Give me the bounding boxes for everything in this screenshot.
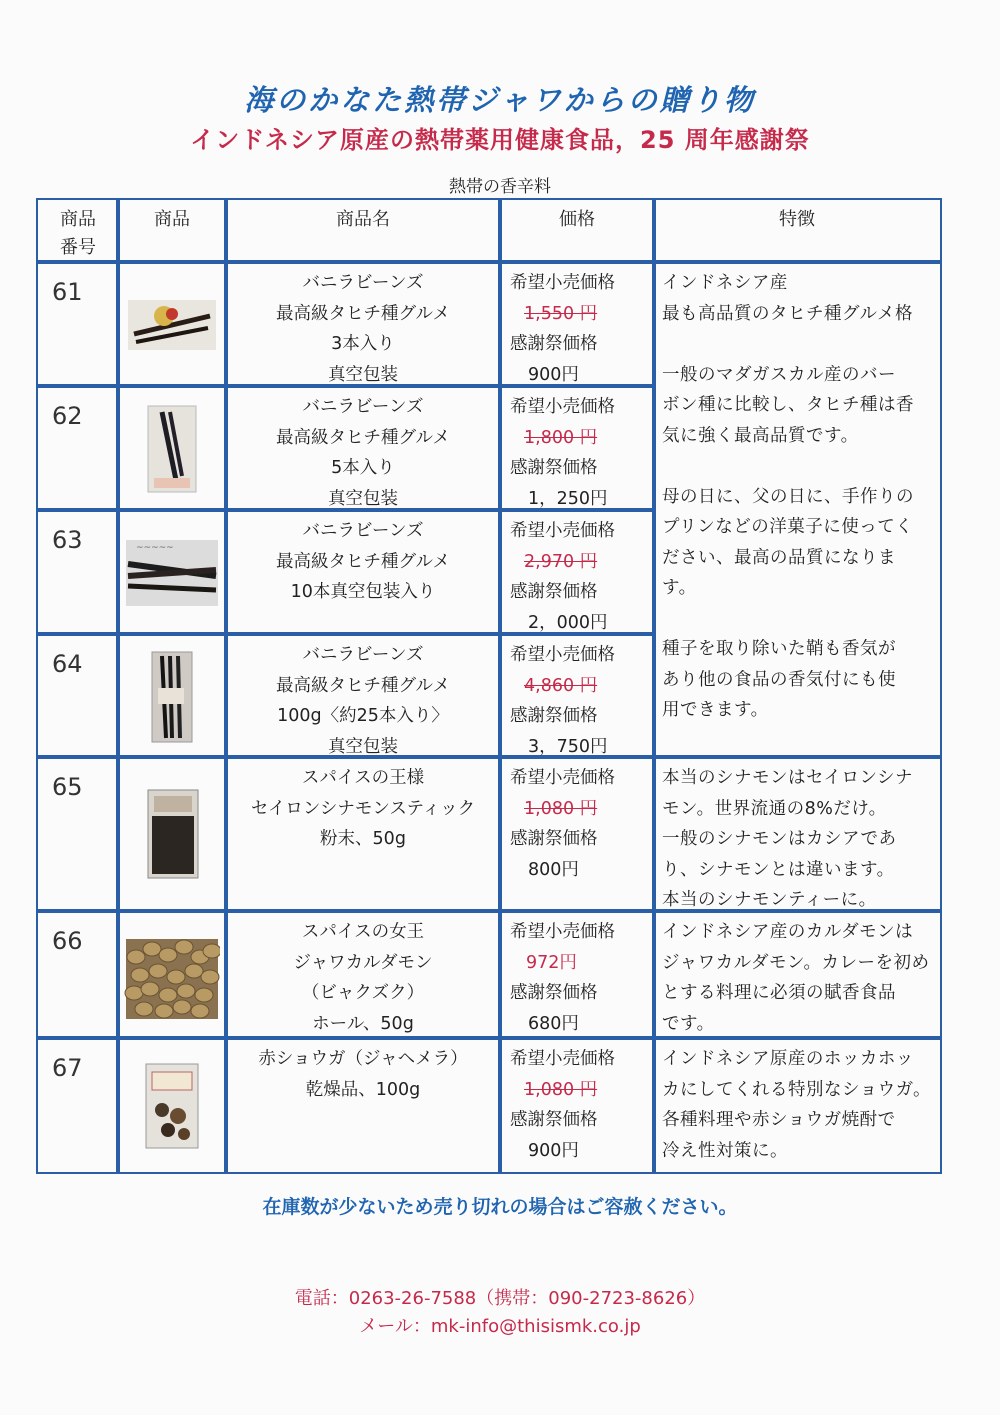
list-price-label: 希望小売価格	[510, 768, 615, 788]
feature-line: 母の日に、父の日に、手作りの	[662, 486, 914, 507]
product-name-line: 100g〈約25本入り〉	[277, 706, 449, 726]
product-number: 64	[36, 634, 120, 757]
feature-line: インドネシア産のカルダモンは	[662, 922, 914, 942]
sale-price-label: 感謝祭価格	[510, 983, 598, 1003]
feature-line: 本当のシナモンはセイロンシナ	[662, 768, 914, 788]
vanilla-b-photo-icon	[124, 400, 220, 496]
feature-line: 本当のシナモンティーに。	[662, 890, 877, 910]
product-name	[224, 634, 502, 757]
sale-price-value: 680円	[528, 1013, 579, 1034]
feature-line: プリンなどの洋菓子に使ってく	[662, 517, 914, 537]
product-name-line: ジャワカルダモン	[293, 952, 433, 973]
product-name	[224, 911, 502, 1038]
product-name-line: 真空包装	[328, 488, 398, 509]
product-number: 63	[36, 510, 120, 634]
product-image	[116, 911, 228, 1038]
feature-line: ださい、最高の品質になりま	[662, 547, 896, 568]
list-price-value: 972円	[526, 952, 577, 973]
product-name-line: 3本入り	[331, 334, 395, 354]
product-price	[498, 1038, 656, 1174]
product-price	[498, 911, 656, 1038]
feature-line: インドネシア産	[662, 273, 788, 293]
product-feature	[652, 757, 942, 911]
feature-line: 各種料理や赤ショウガ焼酎で	[662, 1110, 896, 1130]
product-number: 67	[36, 1038, 120, 1174]
product-name	[224, 510, 502, 634]
vanilla-d-photo-icon	[124, 648, 220, 744]
sale-price-label: 感謝祭価格	[510, 582, 598, 602]
product-name-line: 10本真空包装入り	[290, 582, 436, 602]
stock-notice: 在庫数が少ないため売り切れの場合はご容赦ください。	[262, 1196, 738, 1218]
product-name-line: 粉末、50g	[320, 829, 406, 849]
product-name-line: 最高級タヒチ種グルメ	[276, 551, 450, 572]
contact-phone: 電話：0263-26-7588（携帯：090-2723-8626）	[294, 1288, 706, 1309]
product-image	[116, 1038, 228, 1174]
section-heading: 熱帯の香辛料	[449, 177, 551, 197]
list-price-label: 希望小売価格	[510, 1049, 615, 1069]
feature-line: 冷え性対策に。	[662, 1140, 788, 1161]
product-price	[498, 510, 656, 634]
product-name-line: バニラビーンズ	[302, 521, 424, 541]
list-price-label: 希望小売価格	[510, 645, 615, 665]
list-price-label: 希望小売価格	[510, 397, 615, 417]
sale-price-value: 900円	[528, 364, 579, 385]
list-price-value: 2,970 円	[524, 551, 598, 572]
product-name-line: 最高級タヒチ種グルメ	[276, 303, 450, 324]
feature-line: 用できます。	[662, 700, 769, 720]
col-header-number	[36, 198, 120, 262]
col-header-price: 価格	[498, 198, 656, 262]
feature-line: 気に強く最高品質です。	[662, 425, 859, 446]
feature-line: 一般のマダガスカル産のバー	[662, 364, 896, 385]
feature-line: ジャワカルダモン。カレーを初め	[662, 952, 930, 973]
product-image	[116, 634, 228, 757]
contact-email: メール：mk-info@thisismk.co.jp	[359, 1316, 641, 1337]
product-image	[116, 510, 228, 634]
product-feature	[652, 1038, 942, 1174]
cardamom-photo-icon	[124, 927, 220, 1023]
product-feature	[652, 911, 942, 1038]
page-subtitle: インドネシア原産の熱帯薬用健康食品，25 周年感謝祭	[190, 126, 810, 154]
feature-line: とする料理に必須の賦香食品	[662, 983, 896, 1003]
col-header-number-line2: 番号	[60, 237, 96, 258]
product-name-line: バニラビーンズ	[302, 397, 424, 417]
product-name-line: 真空包装	[328, 736, 398, 757]
list-price-value: 1,080 円	[524, 1079, 598, 1100]
sale-price-value: 800円	[528, 859, 579, 880]
product-name-line: （ビャクズク）	[301, 983, 425, 1003]
product-image	[116, 262, 228, 386]
list-price-value: 1,800 円	[524, 427, 598, 448]
list-price-value: 4,860 円	[524, 675, 598, 696]
product-price	[498, 634, 656, 757]
feature-line: 一般のシナモンはカシアであ	[662, 829, 897, 849]
product-name-line: バニラビーンズ	[302, 273, 424, 293]
product-number: 62	[36, 386, 120, 510]
sale-price-value: 2，000円	[528, 612, 608, 633]
product-image	[116, 757, 228, 911]
sale-price-value: 3，750円	[528, 736, 608, 757]
product-name	[224, 262, 502, 386]
product-name-line: 乾燥品、100g	[305, 1079, 421, 1100]
product-name-line: 最高級タヒチ種グルメ	[276, 427, 450, 448]
product-image	[116, 386, 228, 510]
page-title: 海のかなた熱帯ジャワからの贈り物	[244, 83, 756, 117]
feature-line: です。	[662, 1013, 715, 1034]
product-price	[498, 262, 656, 386]
product-table	[36, 198, 942, 1174]
product-price	[498, 757, 656, 911]
col-header-image: 商品	[116, 198, 228, 262]
list-price-label: 希望小売価格	[510, 922, 615, 942]
product-name	[224, 1038, 502, 1174]
svg-text:~~~~~: ~~~~~	[136, 543, 174, 553]
product-number: 66	[36, 911, 120, 1038]
sale-price-value: 1，250円	[528, 488, 608, 509]
list-price-value: 1,080 円	[524, 798, 598, 819]
feature-line: モン。世界流通の8%だけ。	[662, 798, 887, 819]
list-price-label: 希望小売価格	[510, 273, 615, 293]
feature-line: あり他の食品の香気付にも使	[662, 669, 896, 690]
list-price-value: 1,550 円	[524, 303, 598, 324]
sale-price-label: 感謝祭価格	[510, 458, 598, 478]
vanilla-a-photo-icon	[124, 276, 220, 372]
product-name-line: スパイスの王様	[301, 768, 425, 788]
vanilla-feature-cell	[652, 262, 942, 757]
vanilla-c-photo-icon	[124, 524, 220, 620]
product-name-line: スパイスの女王	[301, 922, 425, 942]
product-name	[224, 386, 502, 510]
col-header-name: 商品名	[224, 198, 502, 262]
product-name-line: セイロンシナモンスティック	[250, 798, 476, 819]
feature-line: 種子を取り除いた鞘も香気が	[662, 639, 896, 659]
product-price	[498, 386, 656, 510]
feature-line: す。	[662, 578, 697, 598]
feature-line: インドネシア原産のホッカホッ	[662, 1049, 914, 1069]
col-header-feature: 特徴	[652, 198, 942, 262]
feature-line: ボン種に比較し、タヒチ種は香	[662, 395, 914, 415]
feature-line: 最も高品質のタヒチ種グルメ格	[662, 303, 913, 324]
sale-price-label: 感謝祭価格	[510, 706, 598, 726]
product-name-line: 真空包装	[328, 364, 398, 385]
product-name-line: 赤ショウガ（ジャヘメラ）	[258, 1049, 468, 1069]
col-header-number-line1: 商品	[60, 209, 96, 230]
sale-price-label: 感謝祭価格	[510, 1110, 598, 1130]
list-price-label: 希望小売価格	[510, 521, 615, 541]
product-name-line: 5本入り	[331, 458, 395, 478]
product-number: 65	[36, 757, 120, 911]
ginger-photo-icon	[124, 1058, 220, 1154]
product-name-line: ホール、50g	[312, 1013, 414, 1034]
feature-line: り、シナモンとは違います。	[662, 859, 895, 880]
product-name-line: バニラビーンズ	[302, 645, 424, 665]
sale-price-value: 900円	[528, 1140, 579, 1161]
sale-price-label: 感謝祭価格	[510, 829, 598, 849]
product-name-line: 最高級タヒチ種グルメ	[276, 675, 450, 696]
product-number: 61	[36, 262, 120, 386]
product-name	[224, 757, 502, 911]
feature-line: カにしてくれる特別なショウガ。	[662, 1079, 931, 1100]
sale-price-label: 感謝祭価格	[510, 334, 598, 354]
cinnamon-photo-icon	[124, 786, 220, 882]
